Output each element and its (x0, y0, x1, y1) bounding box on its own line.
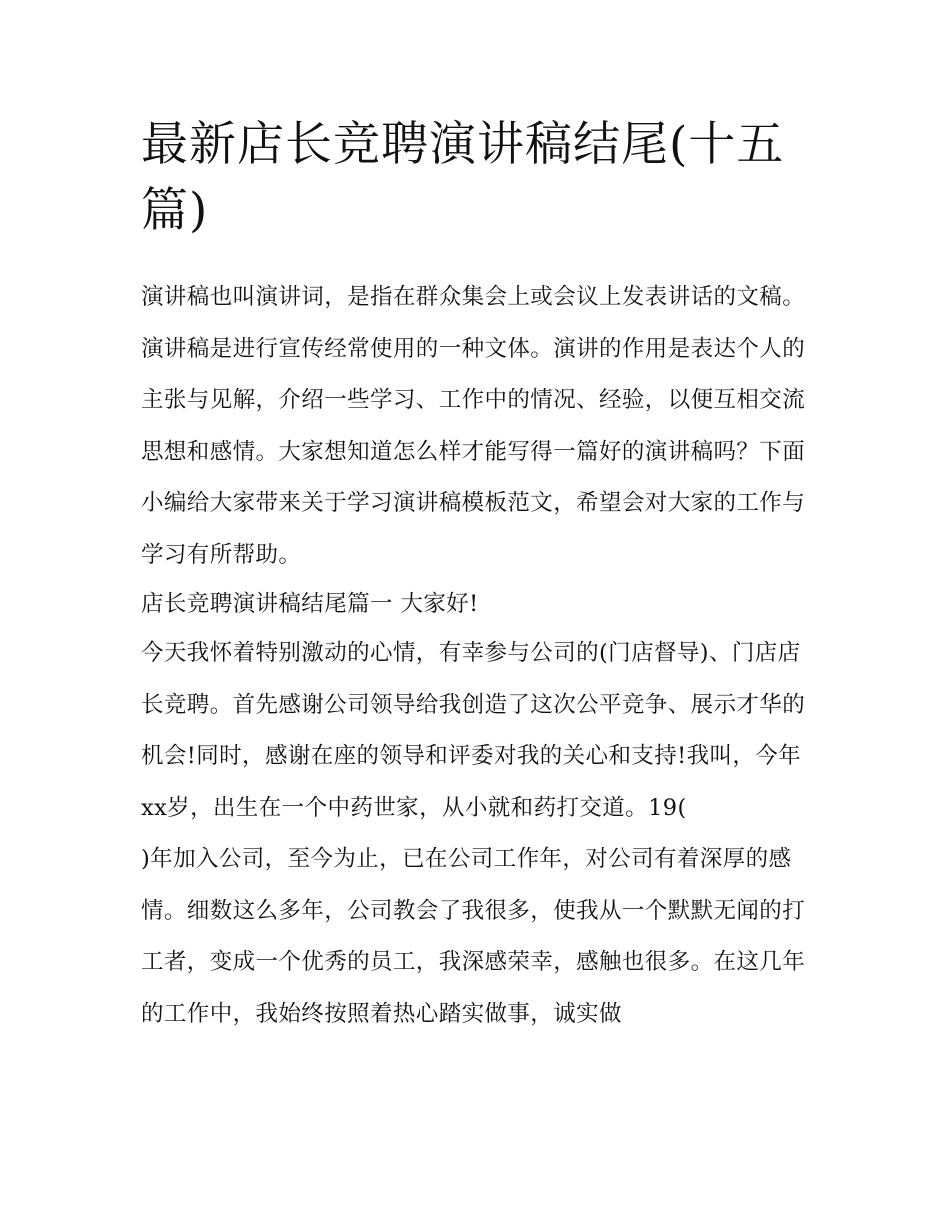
document-body (141, 272, 813, 1040)
paragraph-intro: 演讲稿也叫演讲词，是指在群众集会上或会议上发表讲话的文稿。演讲稿是进行宣传经常使用的一种文体。演讲的作用是表达个人的主张与见解，介绍一些学习、工作中的情况、经验，以便互相交流思想和感情。大家想知道怎么样才能写得一篇好的演讲稿吗？下面小编给大家带来关于学习演讲稿模板范文，希望会对大家的工作与学习有所帮助。 (141, 284, 806, 568)
paragraph-section-heading: 店长竞聘演讲稿结尾篇一 大家好! (141, 591, 479, 617)
paragraph-speech-2: )年加入公司，至今为止，已在公司工作年，对公司有着深厚的感情。细数这么多年，公司教会了我很多，使我从一个默默无闻的打工者，变成一个优秀的员工，我深感荣幸，感触也很多。在这几年的工作中，我始终按照着热心踏实做事，诚实做 (141, 846, 806, 1027)
paragraph-speech-1: 今天我怀着特别激动的心情，有幸参与公司的(门店督导)、门店店长竞聘。首先感谢公司领导给我创造了这次公平竞争、展示才华的机会!同时，感谢在座的领导和评委对我的关心和支持!我叫，今年xx岁，出生在一个中药世家，从小就和药打交道。19( (141, 640, 806, 821)
document-title: 最新店长竞聘演讲稿结尾(十五篇) (141, 117, 785, 238)
document-page (141, 112, 813, 1040)
